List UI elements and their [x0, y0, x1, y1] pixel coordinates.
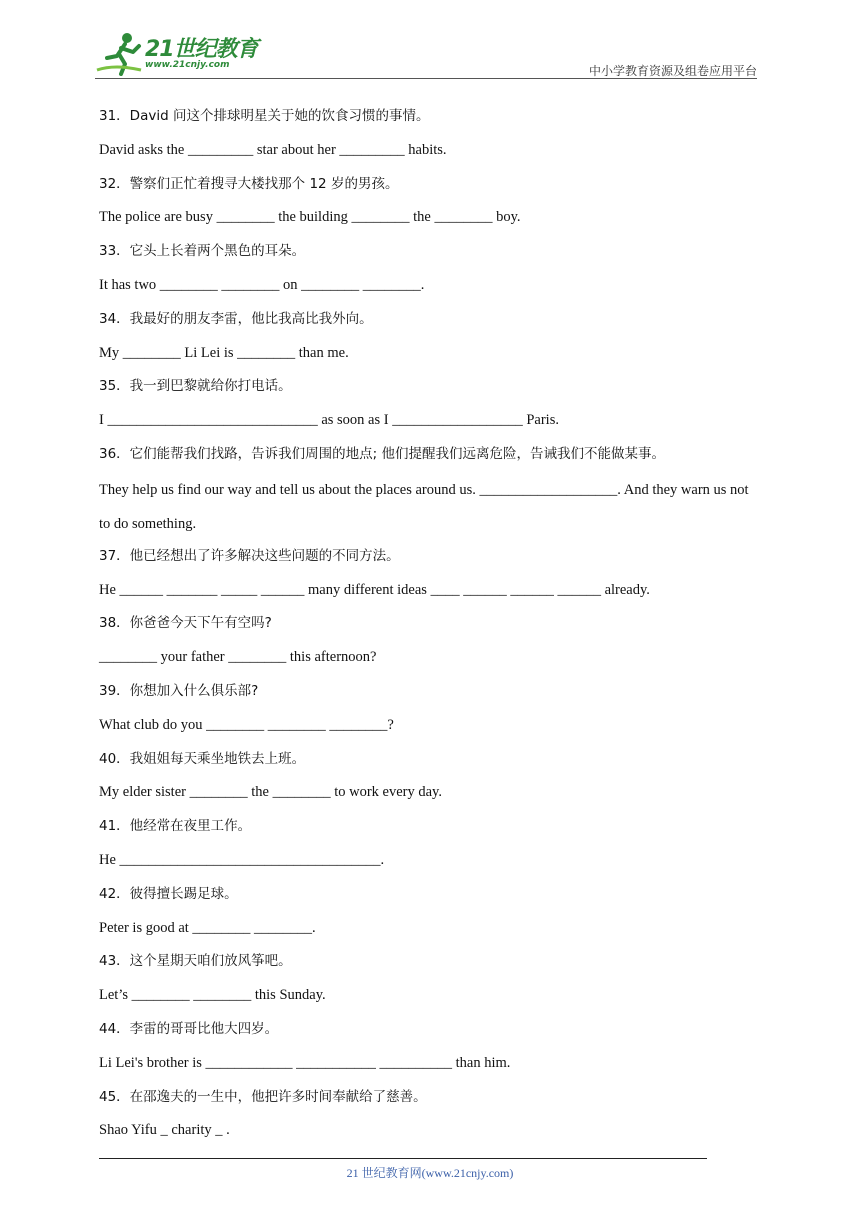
question-answer-line: It has two ________ ________ on ________ ________.	[99, 276, 425, 293]
logo-url: www.21cnjy.com	[145, 60, 230, 70]
question-answer-line: Peter is good at ________ ________.	[99, 919, 316, 936]
site-logo	[95, 30, 265, 76]
question-prompt: 40．我姐姐每天乘坐地铁去上班。	[99, 750, 306, 767]
question-answer-line: What club do you ________ ________ ________?	[99, 716, 394, 733]
runner-logo-icon	[95, 30, 145, 76]
question-answer-line: ________ your father ________ this afternoon?	[99, 649, 377, 666]
question-answer-line: He ____________________________________.	[99, 851, 385, 868]
question-prompt: 44．李雷的哥哥比他大四岁。	[99, 1020, 279, 1037]
platform-name: 中小学教育资源及组卷应用平台	[588, 64, 757, 78]
question-prompt: 37．他已经想出了许多解决这些问题的不同方法。	[99, 547, 400, 564]
question-prompt: 42．彼得擅长踢足球。	[99, 885, 238, 902]
question-prompt: 35．我一到巴黎就给你打电话。	[99, 378, 292, 395]
question-answer-line: I _____________________________ as soon as I __________________ Paris.	[99, 412, 559, 429]
question-answer-line: Shao Yifu _ charity _ .	[99, 1122, 230, 1139]
question-prompt: 43．这个星期天咱们放风筝吧。	[99, 953, 292, 970]
question-answer-line: Li Lei's brother is ____________ ___________ __________ than him.	[99, 1054, 511, 1071]
question-list	[99, 101, 759, 1149]
question-answer-line: Let’s ________ ________ this Sunday.	[99, 987, 326, 1004]
question-answer-line: He ______ _______ _____ ______ many different ideas ____ ______ ______ ______ already.	[99, 581, 650, 598]
question-answer-line: They help us find our way and tell us about the places around us. ___________________. And they warn us not to do something.	[99, 481, 749, 532]
logo-text: 21世纪教育	[145, 37, 258, 62]
question-prompt: 32．警察们正忙着搜寻大楼找那个 12 岁的男孩。	[99, 175, 399, 192]
page-header	[95, 30, 757, 78]
page-footer: 21 世纪教育网(www.21cnjy.com)	[346, 1166, 514, 1180]
question-prompt: 31．David 问这个排球明星关于她的饮食习惯的事情。	[99, 108, 430, 124]
question-prompt: 45．在邵逸夫的一生中，他把许多时间奉献给了慈善。	[99, 1088, 427, 1105]
footer-divider	[99, 1158, 707, 1159]
question-answer-line: My ________ Li Lei is ________ than me.	[99, 344, 349, 361]
question-prompt: 38．你爸爸今天下午有空吗?	[99, 615, 272, 632]
question-answer-line: David asks the _________ star about her _________ habits.	[99, 141, 447, 158]
question-prompt: 36．它们能帮我们找路，告诉我们周围的地点; 他们提醒我们远离危险，告诫我们不能做某事。	[99, 445, 666, 462]
header-divider	[95, 78, 757, 79]
question-prompt: 39．你想加入什么俱乐部?	[99, 682, 259, 699]
question-prompt: 33．它头上长着两个黑色的耳朵。	[99, 243, 306, 260]
question-answer-line: My elder sister ________ the ________ to work every day.	[99, 784, 442, 801]
question-prompt: 34．我最好的朋友李雷，他比我高比我外向。	[99, 310, 373, 327]
question-answer-line: The police are busy ________ the building ________ the ________ boy.	[99, 209, 521, 226]
question-prompt: 41．他经常在夜里工作。	[99, 818, 252, 835]
